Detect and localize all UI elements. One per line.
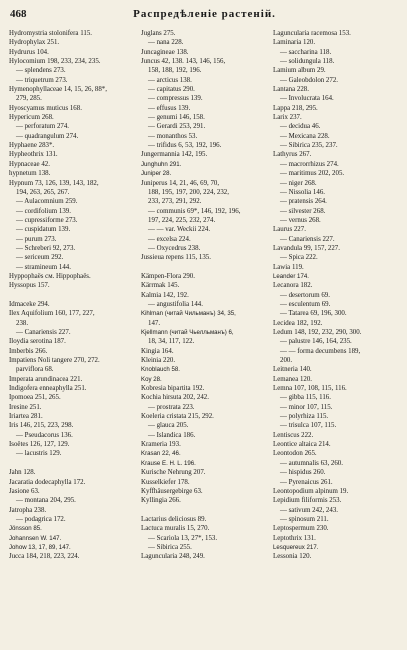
index-entry: Lavandula 99, 157, 227. xyxy=(273,244,340,252)
index-entry: Lentiscus 222. xyxy=(273,431,314,439)
index-entry: Lecanora 182. xyxy=(273,282,313,290)
index-entry: Kalmia 142, 192. xyxy=(141,291,189,299)
index-entry: Jacaratia dodecaphylla 172. xyxy=(9,478,86,486)
index-entry: Junghuhn 291. xyxy=(141,160,182,168)
index-entry: Lamium album 29. xyxy=(273,67,326,75)
index-subentry: — solidungula 118. xyxy=(280,58,335,66)
index-subentry: — Sibirica 235, 237. xyxy=(280,142,338,150)
index-subentry: — compressus 139. xyxy=(148,95,203,103)
index-entry: Ipomoea 251, 265. xyxy=(9,394,61,402)
index-entry: Jahn 128. xyxy=(9,469,36,477)
index-subentry: — nana 228. xyxy=(148,39,184,47)
index-entry: Leptothrix 131. xyxy=(273,534,316,542)
index-entry: Indigofera enneaphylla 251. xyxy=(9,385,87,393)
index-subentry: — Nissolia 146. xyxy=(280,188,325,196)
index-entry: Juniperus 14, 21, 46, 69, 70, xyxy=(141,179,220,187)
index-entry: Krause E. H. L. 196. xyxy=(141,459,196,467)
index-entry: Hypnaceae 42. xyxy=(9,160,50,168)
index-entry: Kämpen-Flora 290. xyxy=(141,272,195,280)
index-subentry: 279, 285. xyxy=(16,95,42,103)
index-entry: Johannsen W. 147. xyxy=(9,534,62,542)
index-entry: Iresine 251. xyxy=(9,403,42,411)
index-entry: Jönsson 85. xyxy=(9,525,42,533)
index-entry: Lesquereux 217. xyxy=(273,543,319,551)
index-entry: Leander 174. xyxy=(273,272,309,280)
index-entry: Jasione 63. xyxy=(9,487,40,495)
index-entry: Iriartea 281. xyxy=(9,413,43,421)
index-entry: Hylocomium 198, 233, 234, 235. xyxy=(9,58,101,66)
index-entry: Kärrmak 145. xyxy=(141,282,180,290)
index-entry: Jussieua repens 115, 135. xyxy=(141,254,211,262)
index-column-1 xyxy=(9,29,131,642)
index-subentry: — Galeobdolon 272. xyxy=(280,76,338,84)
index-entry: Leitneria 140. xyxy=(273,366,312,374)
index-column-3 xyxy=(273,29,401,642)
index-entry: Lessonia 120. xyxy=(273,553,312,561)
index-subentry: — Spica 222. xyxy=(280,254,318,262)
index-entry: Ledum 148, 192, 232, 290, 300. xyxy=(273,329,362,336)
index-entry: Leontodon 265. xyxy=(273,450,317,458)
index-subentry: parviflora 68. xyxy=(16,366,54,374)
index-subentry: — Islandica 186. xyxy=(148,431,196,439)
index-entry: Juniper 28. xyxy=(141,170,172,178)
index-subentry: — triquetrum 273. xyxy=(16,76,68,84)
index-subentry: — cordifolium 139. xyxy=(16,207,71,215)
page-number: 468 xyxy=(10,8,27,20)
index-entry: Juncaginеае 138. xyxy=(141,48,189,56)
index-entry: Koy 28. xyxy=(141,375,162,383)
index-subentry: 188, 195, 197, 200, 224, 232, xyxy=(148,188,229,196)
index-subentry: — maritimus 202, 205. xyxy=(280,170,345,178)
index-subentry: — Gerardi 253, 291. xyxy=(148,123,206,131)
index-subentry: — Pyrenaicus 261. xyxy=(280,478,333,486)
index-entry: Hydrurus 104. xyxy=(9,48,49,56)
index-subentry: 158, 188, 192, 196. xyxy=(148,67,202,75)
index-subentry: 233, 273, 291, 292. xyxy=(148,198,202,206)
index-entry: Juglans 275. xyxy=(141,30,176,37)
index-subentry: — vernus 268. xyxy=(280,216,321,224)
index-subentry: — Canariensis 227. xyxy=(280,235,335,243)
index-entry: Juncus 42, 138. 143, 146, 156, xyxy=(141,58,226,66)
index-subentry: — effusus 139. xyxy=(148,104,191,112)
index-subentry: — quadrangulum 274. xyxy=(16,132,79,140)
index-subentry: — cuspidatum 139. xyxy=(16,226,71,234)
index-subentry: 200. xyxy=(280,357,293,365)
index-entry: Larix 237. xyxy=(273,114,302,122)
index-entry: Lemanea 120. xyxy=(273,375,313,383)
index-subentry: — splendens 273. xyxy=(16,67,66,75)
index-subentry: — — forma decumbens 189, xyxy=(280,347,361,355)
letter-section-gap xyxy=(141,263,263,272)
index-entry: Iris 146, 215, 223, 298. xyxy=(9,422,74,430)
index-subentry: — saccharina 118. xyxy=(280,48,332,56)
index-subentry: — sericeum 292. xyxy=(16,254,64,262)
index-subentry: — Canariensis 227. xyxy=(16,329,71,336)
index-entry: Kleinia 220. xyxy=(141,357,176,365)
index-entry: Kjellmann (читай Чьелльманъ) 6, xyxy=(141,329,234,336)
index-entry: Hyssopus 157. xyxy=(9,282,50,290)
index-subentry: — macrorrhizus 274. xyxy=(280,160,339,168)
index-subentry: — trisulca 107, 115. xyxy=(280,422,337,430)
index-entry: hypnetum 138. xyxy=(9,170,51,178)
index-entry: Lactarius deliciosus 89. xyxy=(141,515,207,523)
index-subentry: — Sibirica 255. xyxy=(148,543,192,551)
index-entry: Leontopodium alpinum 19. xyxy=(273,487,349,495)
index-entry: Impatiens Noli tangere 270, 272. xyxy=(9,357,100,365)
index-entry: Krasan 22, 46. xyxy=(141,450,181,458)
index-subentry: — spinosum 211. xyxy=(280,515,329,523)
index-entry: Laurus 227. xyxy=(273,226,306,234)
index-entry: Hypericum 268. xyxy=(9,114,54,122)
index-subentry: — perforatum 274. xyxy=(16,123,70,131)
index-entry: Hydrophylax 251. xyxy=(9,39,60,47)
index-subentry: — sativum 242, 243. xyxy=(280,506,338,514)
running-title: Распредѣленіе растеній. xyxy=(133,8,276,20)
index-entry: Kochia hirsuta 202, 242. xyxy=(141,394,209,402)
index-entry: Leptospermum 230. xyxy=(273,525,329,533)
index-entry: Hyphеothrix 131. xyxy=(9,151,58,159)
index-entry: Idmaceke 294. xyxy=(9,300,50,308)
index-subentry: — polyrhiza 115. xyxy=(280,413,329,421)
index-subentry: — arcticus 138. xyxy=(148,76,192,84)
index-entry: Imperata arundinacea 221. xyxy=(9,375,83,383)
index-subentry: — stramineum 144. xyxy=(16,263,71,271)
page-header xyxy=(10,8,399,24)
index-entry: Lecidea 182, 192. xyxy=(273,319,323,327)
index-entry: Kyffhäusergebirge 63. xyxy=(141,487,203,495)
index-subentry: — autumnalis 63, 260. xyxy=(280,459,343,467)
index-subentry: — Aulacomnium 259. xyxy=(16,198,78,206)
index-entry: Lactuca muralis 15, 270. xyxy=(141,525,210,533)
index-subentry: — angustifolia 144. xyxy=(148,300,203,308)
index-entry: Kingia 164. xyxy=(141,347,174,355)
index-entry: Iloydia serotina 187. xyxy=(9,338,66,346)
index-entry: Hyoscyamus muticus 168. xyxy=(9,104,82,112)
index-entry: Hypnum 73, 126, 139, 143, 182, xyxy=(9,179,99,187)
index-subentry: — montana 204, 295. xyxy=(16,497,76,505)
letter-section-gap xyxy=(141,506,263,515)
index-entry: Koeleria cristata 215, 292. xyxy=(141,413,214,421)
index-subentry: — capitatus 290. xyxy=(148,86,195,94)
index-subentry: — decidua 46. xyxy=(280,123,321,131)
index-subentry: — minor 107, 115. xyxy=(280,403,333,411)
index-subentry: — Mexicana 228. xyxy=(280,132,330,140)
index-entry: Krameria 193. xyxy=(141,441,181,449)
index-subentry: — Schreberi 92, 273. xyxy=(16,244,76,252)
index-entry: Lepidium filiformis 253. xyxy=(273,497,342,505)
index-entry: Imberbis 266. xyxy=(9,347,48,355)
index-subentry: 197, 224, 225, 232, 274. xyxy=(148,216,216,224)
index-entry: Leontice altaica 214. xyxy=(273,441,331,449)
index-entry: Lappa 218, 295. xyxy=(273,104,318,112)
index-subentry: — gibba 115, 116. xyxy=(280,394,331,402)
index-subentry: — lacustris 129. xyxy=(16,450,62,458)
index-subentry: — — var. Weckii 224. xyxy=(148,226,211,234)
index-subentry: 18, 34, 117, 122. xyxy=(148,338,195,346)
index-entry: Laminaria 120. xyxy=(273,39,316,47)
index-subentry: — esculentum 69. xyxy=(280,300,331,308)
index-subentry: — glauca 205. xyxy=(148,422,189,430)
index-columns xyxy=(9,29,401,642)
index-entry: Kurische Nehrung 207. xyxy=(141,469,206,477)
index-entry: Jatropha 238. xyxy=(9,506,47,514)
index-subentry: 194, 263, 265, 267. xyxy=(16,188,70,196)
index-subentry: 147. xyxy=(148,319,161,327)
letter-section-gap xyxy=(9,291,131,300)
index-column-2 xyxy=(141,29,263,642)
index-subentry: — Pseudacorus 136. xyxy=(16,431,73,439)
index-entry: Kusselkiefer 178. xyxy=(141,478,190,486)
index-subentry: — purum 273. xyxy=(16,235,57,243)
index-entry: Jucca 184, 218, 223, 224. xyxy=(9,553,80,561)
index-entry: Laguncularia 248, 249. xyxy=(141,553,205,561)
index-entry: Kobresia bipartita 192. xyxy=(141,385,205,393)
index-subentry: — pratensis 264. xyxy=(280,198,327,206)
index-subentry: — Tatarea 69, 196, 300. xyxy=(280,310,347,318)
index-subentry: — Scariola 13, 27*, 153. xyxy=(148,534,218,542)
index-entry: Lathyrus 267. xyxy=(273,151,312,159)
index-subentry: — palustre 146, 164, 235. xyxy=(280,338,352,346)
index-subentry: — Oxycedrus 238. xyxy=(148,244,201,252)
index-entry: Laguncularia racemosa 153. xyxy=(273,30,351,37)
index-entry: Lawia 119. xyxy=(273,263,304,271)
index-entry: Johow 13, 17, 89, 147. xyxy=(9,543,71,551)
index-subentry: — communis 69*, 146, 192, 196, xyxy=(148,207,241,215)
index-subentry: — cupressiforme 273. xyxy=(16,216,78,224)
index-subentry: — Involucrata 164. xyxy=(280,95,334,103)
index-subentry: — silvester 268. xyxy=(280,207,326,215)
index-subentry: — hispidus 260. xyxy=(280,469,326,477)
index-subentry: — prostrata 223. xyxy=(148,403,195,411)
index-entry: Lemna 107, 108, 115, 116. xyxy=(273,385,347,393)
index-entry: Lantana 228. xyxy=(273,86,309,94)
index-subentry: — trifidus 6, 53, 192, 196. xyxy=(148,142,222,150)
index-subentry: — podagrica 172. xyxy=(16,515,66,523)
index-entry: Jungermannia 142, 195. xyxy=(141,151,208,159)
index-entry: Hyppophaës см. Hippophaës. xyxy=(9,272,91,280)
index-subentry: — genumi 146, 158. xyxy=(148,114,205,122)
index-entry: Hyphaene 283*. xyxy=(9,142,55,150)
index-entry: Hydromystria stolonifera 115. xyxy=(9,30,92,37)
index-entry: Hymenophyllaceae 14, 15, 26, 88*, xyxy=(9,86,107,94)
index-subentry: — niger 268. xyxy=(280,179,317,187)
index-entry: Kihlman (читай Чильманъ) 34, 35, xyxy=(141,310,236,318)
index-subentry: — desertorum 69. xyxy=(280,291,330,299)
letter-section-gap xyxy=(9,459,131,468)
index-entry: Kyllingia 266. xyxy=(141,497,181,505)
index-entry: Knoblauch 58. xyxy=(141,366,180,374)
index-subentry: — monanthos 53. xyxy=(148,132,198,140)
index-subentry: 238. xyxy=(16,319,29,327)
index-entry: Ilex Aquifolium 160, 177, 227, xyxy=(9,310,95,318)
index-subentry: — excelsa 224. xyxy=(148,235,191,243)
index-entry: Isoëtes 126, 127, 129. xyxy=(9,441,70,449)
